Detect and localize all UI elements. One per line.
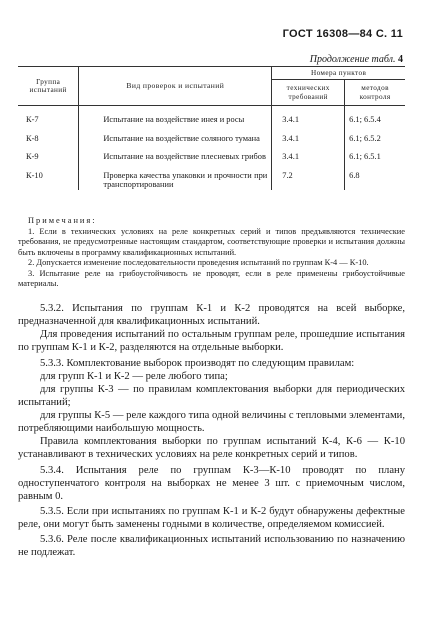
paragraph: Правила комплектования выборки по группам испытаний К-4, К-6 — К-10 устанавливают в технических условиях на реле конкретных серий и типов. — [18, 436, 405, 461]
table-continuation-label — [310, 54, 403, 65]
row-methods: 6.1; 6.5.1 — [345, 143, 405, 162]
paragraph: 5.3.3. Комплектование выборок производят по следующим правилам: — [40, 357, 355, 369]
row-group: К-7 — [26, 114, 39, 124]
col-header-group: Группа испытаний — [18, 67, 79, 106]
row-group: К-9 — [26, 152, 39, 162]
paragraph: для группы К-3 — по правилам комплектования выборки для периодических испытаний; — [18, 383, 405, 408]
row-desc: Проверка качества упаковки и прочности при транспортировании — [79, 162, 272, 190]
note-item: 2. Допускается изменение последовательности проведения испытаний по группам К-4 — К-10. — [28, 258, 369, 267]
col-header-methods: методов контроля — [345, 80, 405, 106]
row-desc: Испытание на воздействие инея и росы — [79, 105, 272, 124]
table-row — [18, 143, 405, 162]
col-header-numbers: Номера пунктов — [272, 67, 405, 80]
row-group: К-8 — [26, 133, 39, 143]
paragraph: 5.3.2. Испытания по группам К-1 и К-2 проводятся на всей выборке, предназначенной для квалификационных испытаний. — [18, 303, 405, 328]
row-tech: 3.4.1 — [272, 143, 345, 162]
page-header: ГОСТ 16308—84 С. 11 — [282, 28, 403, 40]
row-desc: Испытание на воздействие соляного тумана — [79, 125, 272, 144]
row-tech: 7.2 — [272, 162, 345, 190]
paragraph: Для проведения испытаний по остальным группам реле, прошедшие испытания по группам К-1 и К-2, разделяются на отдельные выборки. — [18, 329, 405, 354]
notes-block — [18, 216, 405, 290]
paragraph: 5.3.6. Реле после квалификационных испытаний использованию по назначению не подлежат. — [18, 534, 405, 559]
row-methods: 6.8 — [345, 162, 405, 190]
main-text — [18, 302, 405, 559]
row-group: К-10 — [26, 170, 43, 180]
paragraph: 5.3.4. Испытания реле по группам К-3—К-10 проводят по плану одноступенчатого контроля на выборках не менее 3 шт. с приемочным числом, равным 0. — [18, 464, 405, 502]
table-row — [18, 162, 405, 190]
row-tech: 3.4.1 — [272, 105, 345, 124]
paragraph: для группы К-5 — реле каждого типа одной величины с тепловыми элементами, потребляющими наибольшую мощность. — [18, 410, 405, 435]
row-methods: 6.1; 6.5.4 — [345, 105, 405, 124]
table-row — [18, 105, 405, 124]
checks-table — [18, 66, 405, 190]
row-desc: Испытание на воздействие плесневых грибов — [79, 143, 272, 162]
paragraph: для групп К-1 и К-2 — реле любого типа; — [40, 370, 228, 382]
continuation-text: Продолжение табл. — [309, 54, 396, 65]
note-item: 3. Испытание реле на грибоустойчивость не проводят, если в реле применены грибоустойчивые материалы. — [18, 268, 405, 288]
note-item: 1. Если в технических условиях на реле конкретных серий и типов предъявляются технические требования, не предусмотренные настоящим стандартом, соответствующие проверки и испытания должны быть включены в программу квалификационных испытаний. — [18, 226, 405, 257]
table-row — [18, 125, 405, 144]
continuation-table-number: 4 — [398, 54, 403, 65]
row-tech: 3.4.1 — [272, 125, 345, 144]
notes-title: Примечания: — [28, 216, 97, 225]
col-header-desc: Вид проверок и испытаний — [79, 67, 272, 106]
row-methods: 6.1; 6.5.2 — [345, 125, 405, 144]
paragraph: 5.3.5. Если при испытаниях по группам К-1 и К-2 будут обнаружены дефектные реле, они могут быть заменены годными в количестве, определяемом комиссией. — [18, 505, 405, 530]
col-header-tech: технических требований — [272, 80, 345, 106]
